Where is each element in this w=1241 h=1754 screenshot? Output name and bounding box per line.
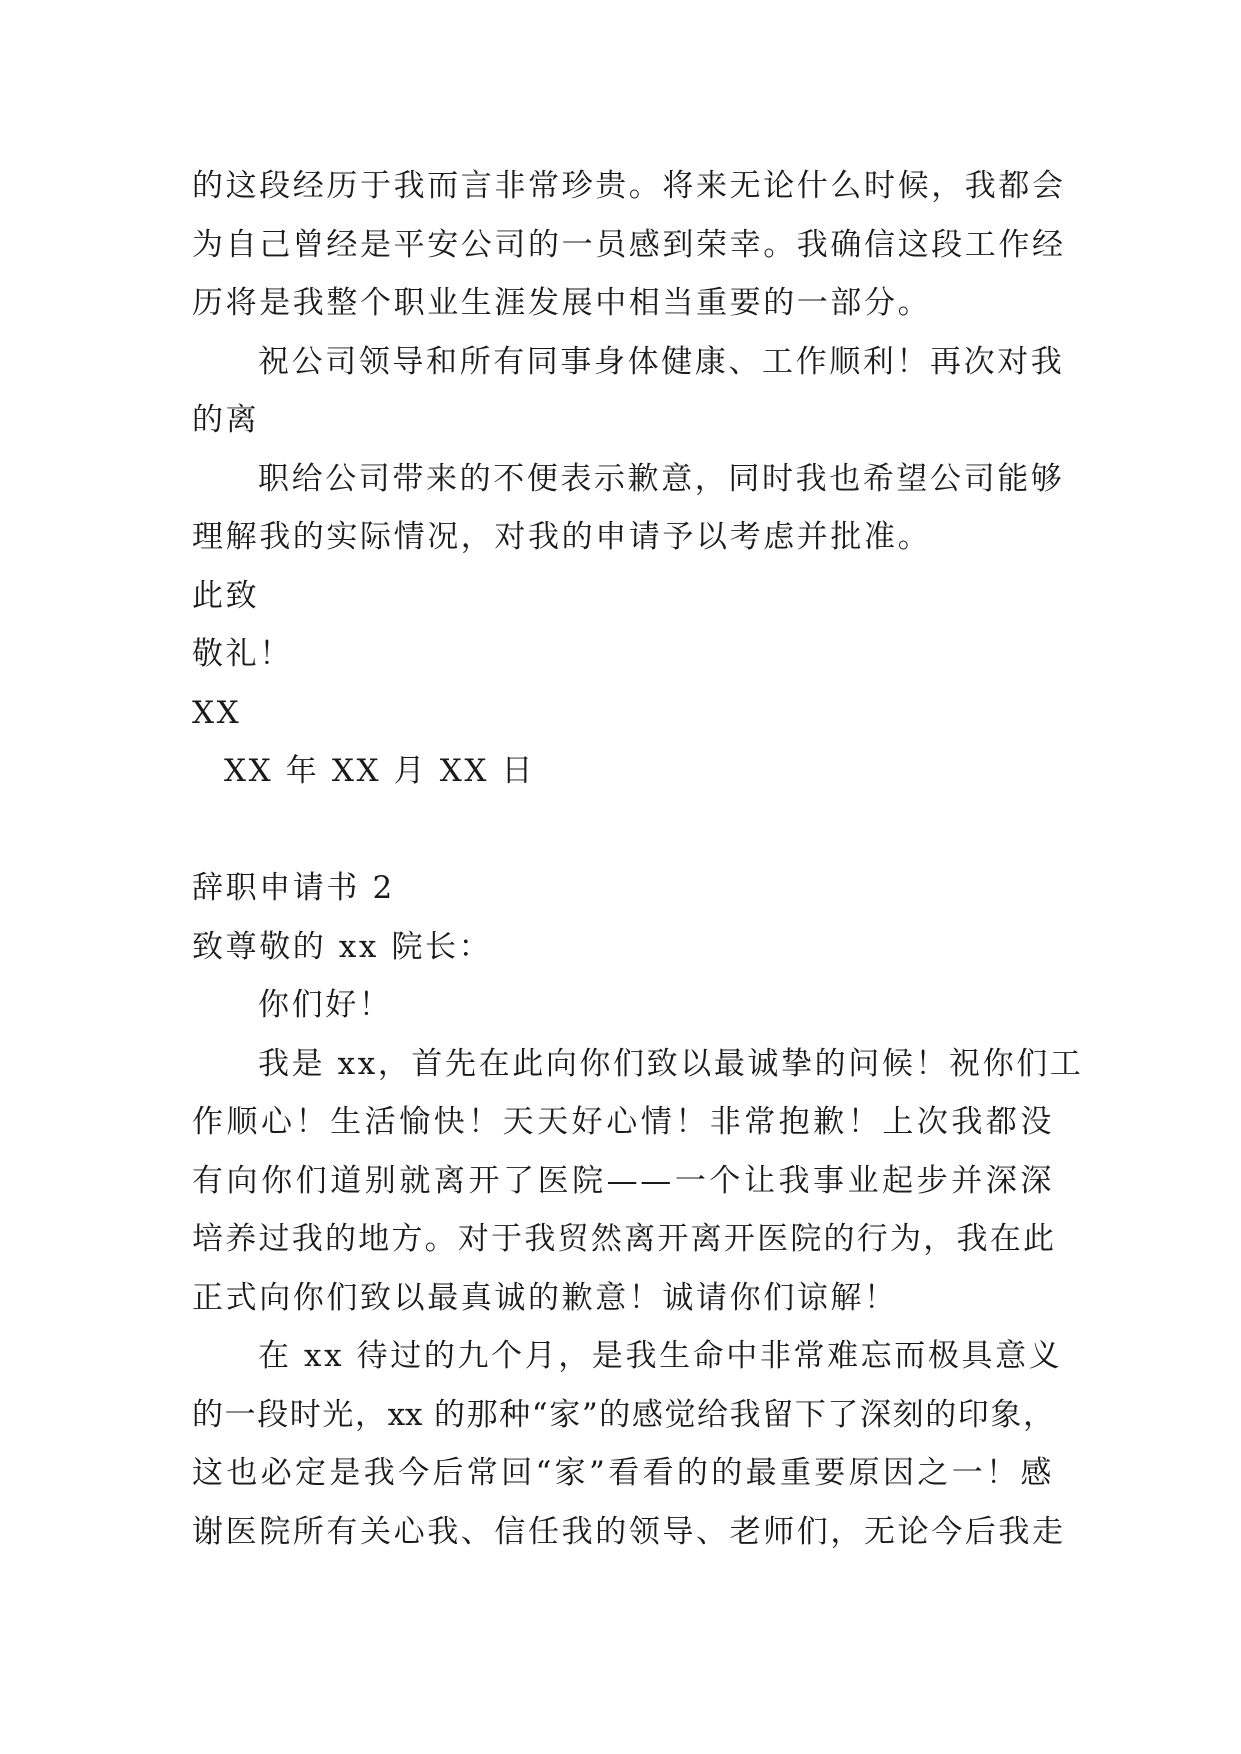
paragraph-line: 的离 <box>192 402 260 438</box>
signature-date: XX 年 XX 月 XX 日 <box>224 753 536 789</box>
paragraph-line: 理解我的实际情况，对我的申请予以考虑并批准。 <box>192 519 932 555</box>
paragraph-line: 谢医院所有关心我、信任我的领导、老师们，无论今后我走 <box>192 1513 1066 1550</box>
document-page <box>192 157 1084 1561</box>
closing-salutation: 此致 <box>192 577 260 614</box>
paragraph-line: 职给公司带来的不便表示歉意，同时我也希望公司能够 <box>258 460 1065 497</box>
paragraph-line: 历将是我整个职业生涯发展中相当重要的一部分。 <box>192 285 932 321</box>
paragraph-line: 作顺心！生活愉快！天天好心情！非常抱歉！上次我都没 <box>192 1104 1054 1140</box>
closing-regards: 敬礼！ <box>192 636 293 672</box>
paragraph-line: 祝公司领导和所有同事身体健康、工作顺利！再次对我 <box>258 343 1065 380</box>
section-spacer <box>192 801 1054 860</box>
paragraph-line: 在 xx 待过的九个月，是我生命中非常难忘而极具意义 <box>258 1338 1063 1374</box>
paragraph-line: 的一段时光，xx 的那种“家”的感觉给我留下了深刻的印象， <box>192 1396 1054 1433</box>
paragraph-line: 这也必定是我今后常回“家”看看的的最重要原因之一！感 <box>192 1455 1054 1491</box>
section-title: 辞职申请书 2 <box>192 870 395 906</box>
paragraph-line: 为自己曾经是平安公司的一员感到荣幸。我确信这段工作经 <box>192 226 1066 263</box>
paragraph-line: 我是 xx，首先在此向你们致以最诚挚的问候！祝你们工 <box>258 1045 1084 1082</box>
paragraph-line: 培养过我的地方。对于我贸然离开离开医院的行为，我在此 <box>192 1221 1054 1257</box>
signature-name: XX <box>192 694 242 731</box>
paragraph-line: 的这段经历于我而言非常珍贵。将来无论什么时候，我都会 <box>192 168 1066 204</box>
letter-greeting: 你们好！ <box>258 987 393 1023</box>
paragraph-line: 正式向你们致以最真诚的歉意！诚请你们谅解！ <box>192 1279 898 1316</box>
letter-recipient: 致尊敬的 xx 院长： <box>192 928 493 965</box>
paragraph-line: 有向你们道别就离开了医院——一个让我事业起步并深深 <box>192 1162 1054 1199</box>
